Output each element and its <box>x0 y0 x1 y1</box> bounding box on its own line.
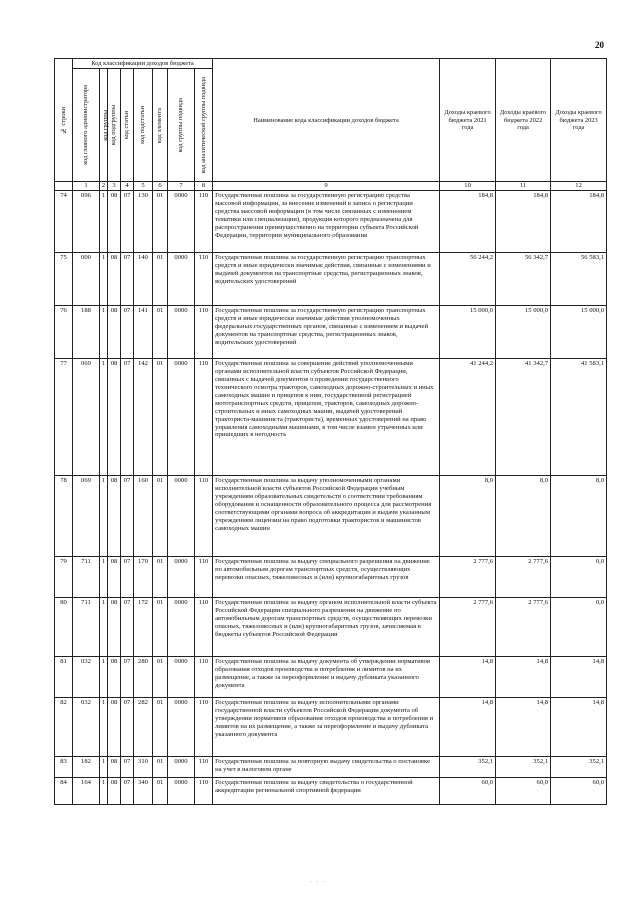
subgroup-code-cell: 08 <box>108 598 121 657</box>
revenue-2021-cell: 15 000,0 <box>440 306 496 359</box>
subgroup-code-cell: 08 <box>108 476 121 557</box>
element-code-cell: 01 <box>153 359 168 476</box>
revenue-2022-cell: 56 342,7 <box>496 253 551 306</box>
header-revenue-2022: Доходы краевого бюджета 2022 года <box>496 59 551 182</box>
revenue-2021-cell: 14,8 <box>440 657 496 698</box>
description-cell: Государственная пошлина за выдачу уполномоченными органами исполнительной власти субъектов Российской Федерации учебным учреждениям образовательных свидетельств о соответствии требованиям оборудования и оснащенности образовательного процесса для рассмотрения соответствующими органами вопроса об аккредитации и выдачи указанным учреждениям лицензии на право подготовки трактористов и машинистов самоходных машин <box>213 476 440 557</box>
element-code-cell: 01 <box>153 191 168 253</box>
subtype-group-code-cell: 0000 <box>168 557 195 598</box>
revenue-2023-cell: 60,0 <box>551 778 607 805</box>
revenue-2023-cell: 0,0 <box>551 598 607 657</box>
subgroup-code-cell: 08 <box>108 557 121 598</box>
row-number-cell: 77 <box>55 359 73 476</box>
article-code-cell: 07 <box>121 253 134 306</box>
subtype-group-code-cell: 0000 <box>168 306 195 359</box>
row-number-cell: 78 <box>55 476 73 557</box>
revenue-2021-cell: 41 244,2 <box>440 359 496 476</box>
subarticle-code-cell: 160 <box>134 476 153 557</box>
admin-code-cell: 711 <box>73 598 100 657</box>
header-element-code: код элемента <box>153 69 168 182</box>
table-body <box>55 191 607 805</box>
row-number-cell: 80 <box>55 598 73 657</box>
header-revenue-2023: Доходы краевого бюджета 2023 года <box>551 59 607 182</box>
subgroup-code-cell: 08 <box>108 253 121 306</box>
column-number-cell: 2 <box>100 182 108 191</box>
table-row <box>55 757 607 778</box>
subarticle-code-cell: 140 <box>134 253 153 306</box>
article-code-cell: 07 <box>121 476 134 557</box>
budget-revenue-table <box>54 58 607 805</box>
revenue-2023-cell: 352,1 <box>551 757 607 778</box>
subgroup-code-cell: 08 <box>108 359 121 476</box>
revenue-2022-cell: 352,1 <box>496 757 551 778</box>
group-code-cell: 1 <box>100 557 108 598</box>
group-code-cell: 1 <box>100 598 108 657</box>
analytic-group-code-cell: 110 <box>195 306 213 359</box>
analytic-group-code-cell: 110 <box>195 657 213 698</box>
subtype-group-code-cell: 0000 <box>168 359 195 476</box>
column-number-cell: 9 <box>213 182 440 191</box>
element-code-cell: 01 <box>153 657 168 698</box>
table-row <box>55 359 607 476</box>
subarticle-code-cell: 340 <box>134 778 153 805</box>
article-code-cell: 07 <box>121 306 134 359</box>
article-code-cell: 07 <box>121 657 134 698</box>
analytic-group-code-cell: 110 <box>195 476 213 557</box>
group-code-cell: 1 <box>100 657 108 698</box>
column-number-cell: 1 <box>73 182 100 191</box>
revenue-2023-cell: 14,8 <box>551 657 607 698</box>
analytic-group-code-cell: 110 <box>195 191 213 253</box>
column-numbers-row <box>55 182 607 191</box>
group-code-cell: 1 <box>100 476 108 557</box>
element-code-cell: 01 <box>153 557 168 598</box>
revenue-2022-cell: 41 342,7 <box>496 359 551 476</box>
revenue-2022-cell: 2 777,6 <box>496 598 551 657</box>
element-code-cell: 01 <box>153 778 168 805</box>
article-code-cell: 07 <box>121 598 134 657</box>
header-subarticle-code: код подстатьи <box>134 69 153 182</box>
revenue-2023-cell: 184,8 <box>551 191 607 253</box>
header-revenue-2021: Доходы краевого бюджета 2021 года <box>440 59 496 182</box>
element-code-cell: 01 <box>153 306 168 359</box>
subgroup-code-cell: 08 <box>108 191 121 253</box>
header-admin-code: код главного администратора <box>73 69 100 182</box>
revenue-2022-cell: 14,8 <box>496 698 551 757</box>
element-code-cell: 01 <box>153 253 168 306</box>
table-row <box>55 698 607 757</box>
subtype-group-code-cell: 0000 <box>168 253 195 306</box>
description-cell: Государственная пошлина за выдачу специального разрешения на движение по автомобильным дорогам транспортных средств, осуществляющих перевозки опасных, тяжеловесных и (или) крупногабаритных грузов <box>213 557 440 598</box>
group-code-cell: 1 <box>100 359 108 476</box>
article-code-cell: 07 <box>121 698 134 757</box>
header-article-code: код статьи <box>121 69 134 182</box>
revenue-2021-cell: 56 244,2 <box>440 253 496 306</box>
column-number-cell: 3 <box>108 182 121 191</box>
element-code-cell: 01 <box>153 598 168 657</box>
row-number-cell: 84 <box>55 778 73 805</box>
admin-code-cell: 096 <box>73 191 100 253</box>
revenue-2021-cell: 2 777,6 <box>440 598 496 657</box>
analytic-group-code-cell: 110 <box>195 253 213 306</box>
column-number-cell: 7 <box>168 182 195 191</box>
header-analytic-group-code: код аналитической группы подвида <box>195 69 213 182</box>
description-cell: Государственная пошлина за государственную регистрацию средства массовой информации, за внесение изменений в запись о регистрации средства массовой информации (в том числе связанных с изменением тематики или специализации), продукция которого предназначена для распространения преимущественно на территории субъекта Российской Федерации, территории муниципального образования <box>213 191 440 253</box>
scan-mark: · · · <box>310 878 326 886</box>
revenue-2021-cell: 60,0 <box>440 778 496 805</box>
row-number-cell: 79 <box>55 557 73 598</box>
article-code-cell: 07 <box>121 191 134 253</box>
column-number-cell: 12 <box>551 182 607 191</box>
column-number-cell: 8 <box>195 182 213 191</box>
admin-code-cell: 182 <box>73 757 100 778</box>
admin-code-cell: 711 <box>73 557 100 598</box>
description-cell: Государственная пошлина за государственную регистрацию транспортных средств и иные юридически значимые действия уполномоченных федеральных государственных органов, связанные с изменением и выдачей документов на транспортные средства, регистрационных знаков, водительских удостоверений <box>213 306 440 359</box>
element-code-cell: 01 <box>153 476 168 557</box>
subtype-group-code-cell: 0000 <box>168 757 195 778</box>
description-cell: Государственная пошлина за государственную регистрацию транспортных средств и иные юридически значимые действия, связанные с изменениями и выдачей документов на транспортные средства, регистрационных знаков, водительских удостоверений <box>213 253 440 306</box>
table-row <box>55 657 607 698</box>
revenue-2023-cell: 8,0 <box>551 476 607 557</box>
column-number-cell: 6 <box>153 182 168 191</box>
analytic-group-code-cell: 110 <box>195 778 213 805</box>
admin-code-cell: 032 <box>73 657 100 698</box>
subgroup-code-cell: 08 <box>108 306 121 359</box>
subtype-group-code-cell: 0000 <box>168 657 195 698</box>
revenue-2021-cell: 352,1 <box>440 757 496 778</box>
element-code-cell: 01 <box>153 757 168 778</box>
table-row <box>55 557 607 598</box>
budget-revenue-table-sheet <box>54 58 606 805</box>
revenue-2022-cell: 60,0 <box>496 778 551 805</box>
description-cell: Государственная пошлина за выдачу свидетельства о государственной аккредитации региональной спортивной федерации <box>213 778 440 805</box>
row-number-cell: 82 <box>55 698 73 757</box>
subgroup-code-cell: 08 <box>108 657 121 698</box>
header-name: Наименование кода классификации доходов бюджета <box>213 59 440 182</box>
analytic-group-code-cell: 110 <box>195 757 213 778</box>
row-number-cell: 75 <box>55 253 73 306</box>
revenue-2022-cell: 8,0 <box>496 476 551 557</box>
table-row <box>55 598 607 657</box>
revenue-2021-cell: 8,0 <box>440 476 496 557</box>
group-code-cell: 1 <box>100 698 108 757</box>
subtype-group-code-cell: 0000 <box>168 191 195 253</box>
subarticle-code-cell: 141 <box>134 306 153 359</box>
subgroup-code-cell: 08 <box>108 757 121 778</box>
page-number: 20 <box>595 40 604 50</box>
analytic-group-code-cell: 110 <box>195 359 213 476</box>
revenue-2023-cell: 56 583,1 <box>551 253 607 306</box>
subgroup-code-cell: 08 <box>108 698 121 757</box>
subarticle-code-cell: 172 <box>134 598 153 657</box>
revenue-2023-cell: 0,0 <box>551 557 607 598</box>
group-code-cell: 1 <box>100 757 108 778</box>
admin-code-cell: 032 <box>73 698 100 757</box>
header-group-code: код группы <box>100 69 108 182</box>
group-code-cell: 1 <box>100 253 108 306</box>
subarticle-code-cell: 310 <box>134 757 153 778</box>
revenue-2022-cell: 14,8 <box>496 657 551 698</box>
admin-code-cell: 069 <box>73 476 100 557</box>
revenue-2021-cell: 2 777,6 <box>440 557 496 598</box>
header-subgroup-code: код подгруппы <box>108 69 121 182</box>
revenue-2022-cell: 184,8 <box>496 191 551 253</box>
row-number-cell: 76 <box>55 306 73 359</box>
table-row <box>55 306 607 359</box>
subtype-group-code-cell: 0000 <box>168 598 195 657</box>
revenue-2022-cell: 15 000,0 <box>496 306 551 359</box>
description-cell: Государственная пошлина за выдачу документа об утверждении нормативов образования отходов производства и потребления и лимитов на их размещение, а также за переоформление и выдачу дубликата указанного документа <box>213 657 440 698</box>
admin-code-cell: 188 <box>73 306 100 359</box>
subgroup-code-cell: 08 <box>108 778 121 805</box>
subtype-group-code-cell: 0000 <box>168 778 195 805</box>
revenue-2022-cell: 2 777,6 <box>496 557 551 598</box>
group-code-cell: 1 <box>100 306 108 359</box>
table-row <box>55 191 607 253</box>
revenue-2023-cell: 14,8 <box>551 698 607 757</box>
article-code-cell: 07 <box>121 778 134 805</box>
header-subtype-group-code: код группы подвида <box>168 69 195 182</box>
revenue-2021-cell: 14,8 <box>440 698 496 757</box>
description-cell: Государственная пошлина за совершение действий уполномоченными органами исполнительной власти субъектов Российской Федерации, связанных с выдачей документов о проведении государственного технического осмотра тракторов, самоходных дорожно-строительных и иных самоходных машин и прицепов к ним, государственной регистрацией мототранспортных средств, прицепов, тракторов, самоходных дорожно-строительных и иных самоходных машин, выдачей удостоверений тракториста-машиниста (тракториста), временных удостоверений на право управления самоходными машинами, в том числе взамен утраченных или пришедших в негодность <box>213 359 440 476</box>
column-number-cell <box>55 182 73 191</box>
row-number-cell: 74 <box>55 191 73 253</box>
article-code-cell: 07 <box>121 757 134 778</box>
article-code-cell: 07 <box>121 557 134 598</box>
subtype-group-code-cell: 0000 <box>168 698 195 757</box>
subarticle-code-cell: 280 <box>134 657 153 698</box>
description-cell: Государственная пошлина за повторную выдачу свидетельства о постановке на учет в налоговом органе <box>213 757 440 778</box>
table-row <box>55 253 607 306</box>
table-row <box>55 476 607 557</box>
admin-code-cell: 000 <box>73 253 100 306</box>
column-number-cell: 4 <box>121 182 134 191</box>
analytic-group-code-cell: 110 <box>195 598 213 657</box>
row-number-cell: 81 <box>55 657 73 698</box>
analytic-group-code-cell: 110 <box>195 557 213 598</box>
element-code-cell: 01 <box>153 698 168 757</box>
column-number-cell: 11 <box>496 182 551 191</box>
admin-code-cell: 069 <box>73 359 100 476</box>
subarticle-code-cell: 130 <box>134 191 153 253</box>
revenue-2023-cell: 41 583,1 <box>551 359 607 476</box>
group-code-cell: 1 <box>100 778 108 805</box>
subarticle-code-cell: 142 <box>134 359 153 476</box>
table-header <box>55 59 607 182</box>
table-row <box>55 778 607 805</box>
group-code-cell: 1 <box>100 191 108 253</box>
subtype-group-code-cell: 0000 <box>168 476 195 557</box>
column-number-cell: 10 <box>440 182 496 191</box>
subarticle-code-cell: 282 <box>134 698 153 757</box>
column-number-cell: 5 <box>134 182 153 191</box>
analytic-group-code-cell: 110 <box>195 698 213 757</box>
admin-code-cell: 164 <box>73 778 100 805</box>
description-cell: Государственная пошлина за выдачу органом исполнительной власти субъекта Российской Федерации специального разрешения на движение по автомобильным дорогам транспортных средств, осуществляющих перевозки опасных, тяжеловесных и (или) крупногабаритных грузов, зачисляемая в бюджеты субъектов Российской Федерации <box>213 598 440 657</box>
article-code-cell: 07 <box>121 359 134 476</box>
header-row-number: № строки <box>55 59 73 182</box>
row-number-cell: 83 <box>55 757 73 778</box>
header-classification-group: Код классификации доходов бюджета <box>73 59 213 69</box>
subarticle-code-cell: 170 <box>134 557 153 598</box>
revenue-2021-cell: 184,8 <box>440 191 496 253</box>
description-cell: Государственная пошлина за выдачу исполнительными органами государственной власти субъектов Российской Федерации документа об утверждении нормативов образования отходов производства и потребления и лимитов на их размещение, а также за переоформление и выдачу дубликата указанного документа <box>213 698 440 757</box>
revenue-2023-cell: 15 000,0 <box>551 306 607 359</box>
